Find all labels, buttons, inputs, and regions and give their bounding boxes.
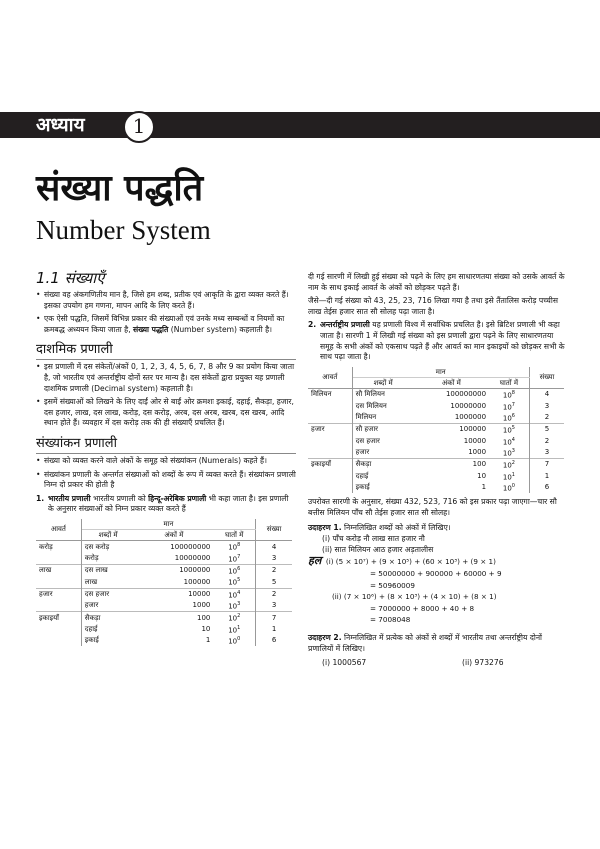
word-cell: सैकड़ा (81, 612, 134, 624)
period-cell: करोड़ (36, 541, 81, 553)
word-cell: दहाई (84, 624, 98, 633)
period-cell (36, 600, 81, 612)
figure-cell: 100000 (183, 577, 211, 586)
bullet-item: • एक ऐसी पद्धति, जिसमें विभिन्न प्रकार की संख्याओं एवं उनके मध्य सम्बन्धों व नियमों का क्रमबद्ध अध्ययन किया जाता है, संख्या पद्धति (Number system) कहलाती है। (36, 314, 296, 335)
col-header: घातों में (213, 530, 255, 541)
word-cell: मिलियन (355, 413, 377, 422)
example-2: उदाहरण 2. निम्नलिखित में प्रत्येक को अंकों से शब्दों में भारतीय तथा अन्तर्राष्ट्रीय दोनों प्रणालियों में लिखिए। (i) 1000567 (ii) 973276 (308, 632, 543, 667)
power-cell: $10^1$ (502, 471, 515, 481)
word-cell: दस मिलियन (355, 401, 387, 410)
power-cell: $10^6$ (502, 412, 515, 423)
word-cell: दस लाख (81, 565, 134, 577)
power-cell: $10^3$ (502, 447, 515, 458)
col-header: संख्या (529, 367, 564, 389)
table-row (36, 624, 292, 635)
table-row (308, 459, 564, 471)
word-cell: लाख (84, 577, 98, 586)
figure-cell: 1000 (192, 601, 211, 610)
figure-cell: 1 (481, 483, 487, 492)
numbered-item: 1. भारतीय प्रणाली भारतीय प्रणाली को हिन्दू-अरेबिक प्रणाली भी कहा जाता है। इस प्रणाली के अनुसार संख्याओं को निम्न प्रकार व्यक्त करते हैं (36, 493, 289, 514)
table-row (308, 424, 564, 436)
period-cell (36, 553, 81, 565)
bullet-item: • इसमें संख्याओं को लिखने के लिए दाईं ओर से बाईं ओर क्रमशः इकाई, दहाई, सैकड़ा, हजार, दस हजार, लाख, दस लाख, करोड़, दस करोड़, अरब, दस अरब, खरब, दस खरब, आदि स्थान होते हैं। व्यवहार में दस करोड़ तक की ही संख्याएँ प्रचलित हैं। (36, 397, 296, 429)
figure-cell: 10000000 (450, 401, 487, 410)
figure-cell: 10000 (134, 588, 213, 600)
col-header: शब्दों में (352, 378, 414, 389)
col-header: घातों में (489, 378, 529, 389)
table-row (36, 588, 292, 600)
digit-cell: 4 (529, 389, 564, 401)
power-cell: $10^2$ (213, 612, 255, 624)
table-row (36, 635, 292, 646)
power-cell: $10^2$ (489, 459, 529, 471)
bullet-item: • संख्या को व्यक्त करने वाले अंकों के समूह को संख्यांकन (Numerals) कहते हैं। (36, 456, 296, 467)
table-row (308, 436, 564, 447)
period-cell (36, 576, 81, 588)
col-header: मान (352, 367, 529, 378)
digit-cell: 1 (529, 471, 564, 482)
bullet-item: • संख्यांकन प्रणाली के अन्तर्गत संख्याओं को शब्दों के रूप में व्यक्त करते हैं। संख्यांकन प्रणाली निम्न दो प्रकार की होती है (36, 470, 296, 491)
word-cell: सौ मिलियन (355, 390, 385, 399)
section-heading: संख्यांकन प्रणाली (36, 435, 296, 454)
table-row (308, 401, 564, 412)
period-cell (308, 482, 352, 493)
power-cell: $10^0$ (502, 482, 515, 493)
table-row (36, 553, 292, 565)
col-header: अंकों में (414, 378, 489, 389)
figure-cell: 10000000 (174, 553, 211, 562)
digit-cell: 7 (529, 459, 564, 471)
word-cell: हजार (84, 601, 99, 610)
power-cell: $10^4$ (213, 588, 255, 600)
paragraph: उपरोक्त सारणी के अनुसार, संख्या 432, 523, 716 को इस प्रकार पढ़ा जाएगा—चार सौ बत्तीस मिलियन पाँच सौ तेईस हजार सात सौ सोलह। (308, 497, 557, 517)
digit-cell: 6 (256, 635, 292, 646)
figure-cell: 100000 (414, 424, 489, 436)
col-header: अंकों में (134, 530, 213, 541)
figure-cell: 1000 (468, 448, 487, 457)
left-column (36, 270, 296, 650)
section-heading: दाशमिक प्रणाली (36, 341, 296, 360)
figure-cell: 1 (205, 636, 211, 645)
example-1: उदाहरण 1. निम्नलिखित शब्दों को अंकों में लिखिए। (i) पाँच करोड़ नौ लाख सात हजार नौ (ii) सात मिलियन आठ हजार अड़तालीस (308, 523, 451, 555)
table-row (36, 600, 292, 612)
international-system-table (308, 367, 564, 493)
digit-cell: 2 (256, 588, 292, 600)
power-cell: $10^6$ (213, 565, 255, 577)
power-cell: $10^5$ (489, 424, 529, 436)
word-cell: सौ हजार (352, 424, 414, 436)
table-row (308, 447, 564, 459)
figure-cell: 10000 (463, 436, 487, 445)
chapter-label: अध्याय (36, 114, 85, 136)
right-column (308, 272, 566, 668)
col-header: आवर्त (308, 367, 352, 389)
digit-cell: 5 (529, 424, 564, 436)
bullet-item: • संख्या वह अंकगणितीय मान है, जिसे हम शब्द, प्रतीक एवं आकृति के द्वारा व्यक्त करते हैं। इसका उपयोग हम गणना, मापन आदि के लिए करते हैं। (36, 290, 296, 311)
figure-cell: 1000000 (134, 565, 213, 577)
bullet-item: • इस प्रणाली में दस संकेतों/अंकों 0, 1, 2, 3, 4, 5, 6, 7, 8 और 9 का प्रयोग किया जाता है, जो भारतीय एवं अन्तर्राष्ट्रीय दोनों स्तर पर मान्य है। दस संकेतों द्वारा प्रयुक्त यह प्रणाली दाशमिक प्रणाली (Decimal system) कहलाती है। (36, 362, 296, 394)
power-cell: $10^4$ (502, 436, 515, 446)
solution: हल (i) (5 × 10⁷) + (9 × 10⁵) + (60 × 10³) + (9 × 1) = 50000000 + 900000 + 60000 + 9 = 50960009 (ii) (7 × 10⁶) + (8 × 10³) + (4 × 10) + (8 × 1) = 7000000 + 8000 + 40 + 8 = 7008048 (308, 554, 502, 625)
chapter-title-english: Number System (36, 215, 211, 245)
digit-cell: 2 (529, 412, 564, 424)
power-cell: $10^1$ (228, 624, 241, 635)
table-row (308, 389, 564, 401)
digit-cell: 3 (256, 600, 292, 612)
period-cell (36, 624, 81, 635)
figure-cell: 10 (477, 471, 487, 480)
table-row (36, 576, 292, 588)
power-cell: $10^7$ (502, 401, 515, 411)
chapter-title-hindi: संख्या पद्धति (36, 168, 204, 209)
chapter-band (0, 112, 600, 138)
period-cell (308, 436, 352, 447)
figure-cell: 100 (414, 459, 489, 471)
power-cell: $10^0$ (228, 636, 241, 646)
power-cell: $10^7$ (228, 553, 241, 564)
period-cell: इकाइयाँ (36, 612, 81, 624)
figure-cell: 100 (134, 612, 213, 624)
period-cell: इकाइयाँ (308, 459, 352, 471)
figure-cell: 100000000 (445, 390, 487, 399)
word-cell: करोड़ (84, 553, 99, 562)
digit-cell: 4 (256, 541, 292, 553)
indian-system-table (36, 519, 292, 646)
figure-cell: 1000000 (454, 413, 487, 422)
period-cell: हजार (36, 588, 81, 600)
chapter-number: 1 (123, 111, 155, 143)
power-cell: $10^8$ (502, 390, 515, 400)
power-cell: $10^3$ (228, 601, 241, 611)
digit-cell: 3 (256, 553, 292, 565)
col-header: आवर्त (36, 519, 81, 541)
digit-cell: 5 (256, 576, 292, 588)
table-row (36, 565, 292, 577)
period-cell: लाख (36, 565, 81, 577)
col-header: शब्दों में (81, 530, 134, 541)
figure-cell: 100000000 (170, 542, 211, 551)
period-cell (308, 447, 352, 459)
word-cell: दस करोड़ (84, 542, 110, 551)
period-cell: हजार (308, 424, 352, 436)
word-cell: इकाई (355, 483, 370, 492)
table-row (308, 482, 564, 493)
col-header: संख्या (256, 519, 292, 541)
paragraph: दी गई सारणी में लिखी हुई संख्या को पढ़ने के लिए हम साधारणतया संख्या को उसके आवर्त के नाम के साथ इकाई आवर्त के अंकों को छोड़कर पढ़ते हैं। (308, 272, 565, 292)
word-cell: हजार (355, 448, 370, 457)
col-header: मान (81, 519, 255, 530)
digit-cell: 2 (256, 565, 292, 577)
period-cell (308, 471, 352, 482)
figure-cell: 10 (201, 624, 211, 633)
table-row (308, 412, 564, 424)
digit-cell: 6 (529, 482, 564, 493)
word-cell: दस हजार (81, 588, 134, 600)
digit-cell: 3 (529, 401, 564, 412)
power-cell: $10^8$ (228, 542, 241, 552)
table-row (308, 471, 564, 482)
word-cell: दस हजार (355, 436, 380, 445)
word-cell: दहाई (355, 471, 369, 480)
word-cell: इकाई (84, 636, 99, 645)
paragraph: जैसे—दी गई संख्या को 43, 25, 23, 716 लिखा गया है तथा इसे तैंतालिस करोड़ पच्चीस लाख तेईस हजार सात सौ सोलह पढ़ा जाता है। (308, 296, 558, 316)
period-cell (36, 635, 81, 646)
period-cell: मिलियन (308, 389, 352, 401)
table-row (36, 612, 292, 624)
digit-cell: 3 (529, 447, 564, 459)
section-heading: 1.1 संख्याएँ (36, 269, 105, 287)
digit-cell: 2 (529, 436, 564, 447)
power-cell: $10^5$ (228, 577, 241, 587)
period-cell (308, 412, 352, 424)
word-cell: सैकड़ा (352, 459, 414, 471)
numbered-item: 2. अन्तर्राष्ट्रीय प्रणाली यह प्रणाली विश्व में सर्वाधिक प्रचलित है। इसे ब्रिटिश प्रणाली भी कहा जाता है। सारणी 1 में लिखी गई संख्या को इस प्रणाली द्वारा पढ़ने के लिए साधारणतया समूह के सभी अंकों को एकसाथ पढ़ते हैं और आवर्त का मान इकाइयों को छोड़कर सभी के साथ पढ़ा जाता है। (308, 320, 565, 362)
period-cell (308, 401, 352, 412)
digit-cell: 1 (256, 624, 292, 635)
table-row (36, 541, 292, 553)
digit-cell: 7 (256, 612, 292, 624)
